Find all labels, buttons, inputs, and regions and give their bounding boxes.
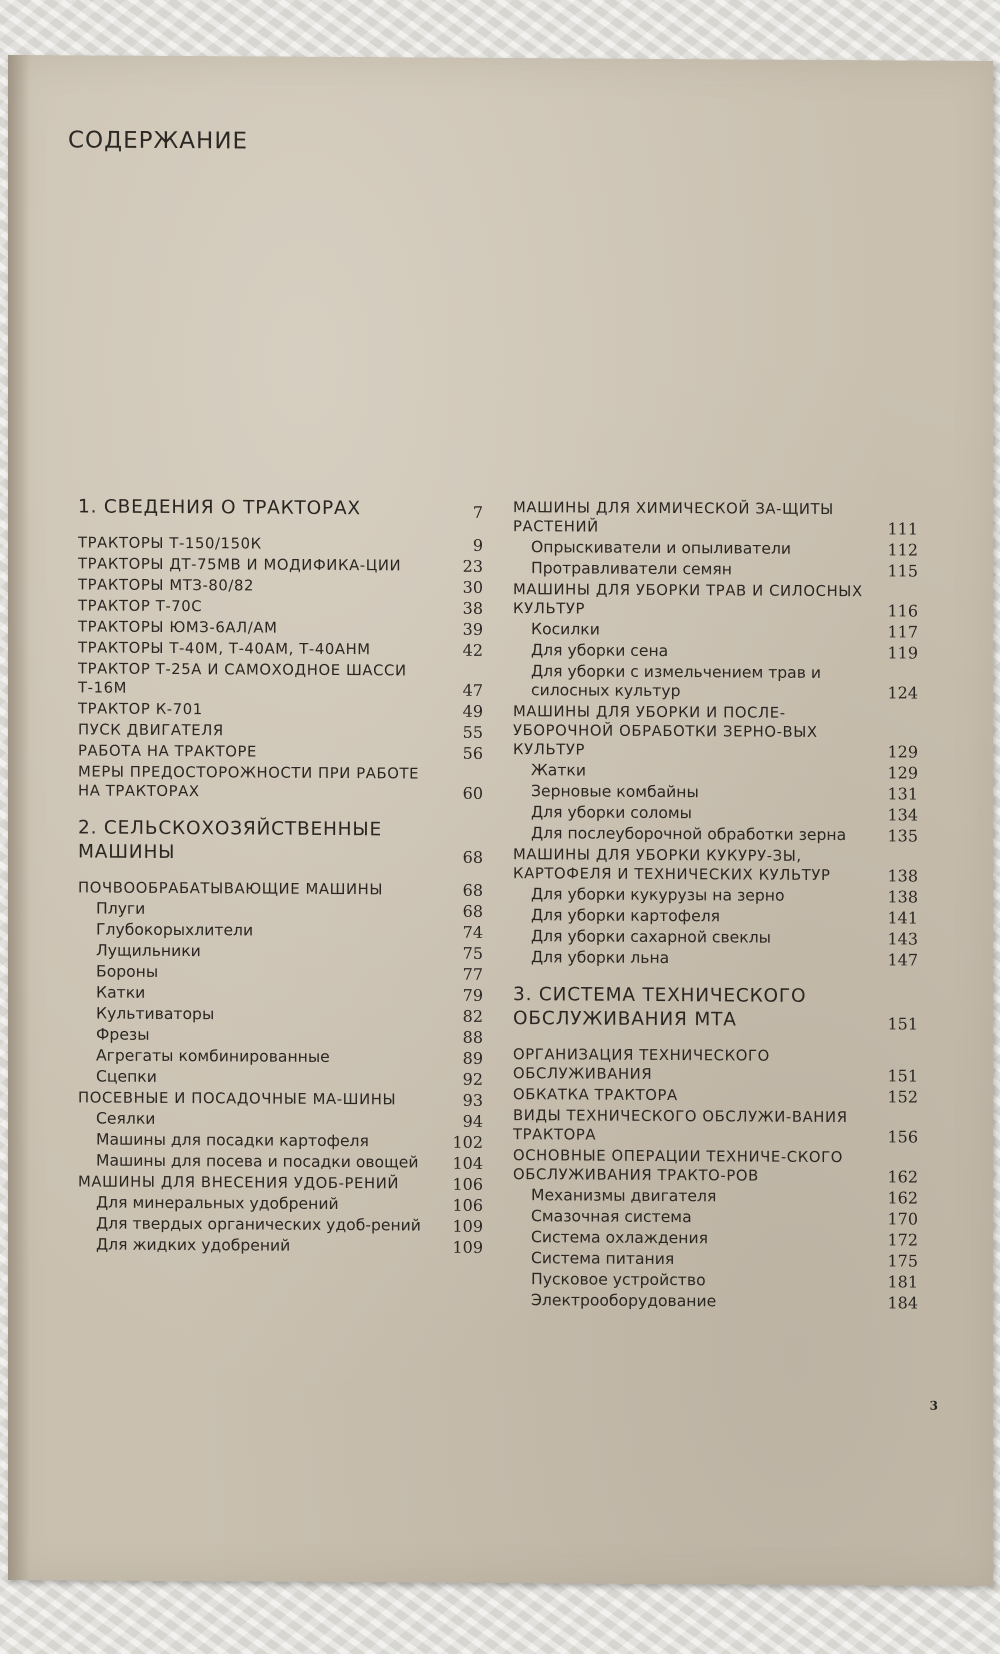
toc-entry-title: Опрыскиватели и опыливатели [531,538,792,558]
toc-entry-page: 152 [887,1087,918,1107]
toc-entry [513,1270,918,1291]
toc-entry-page: 170 [887,1209,918,1229]
toc-entry [513,1085,918,1106]
toc-entry-title: Для уборки соломы [531,803,692,823]
toc-entry [78,762,483,802]
toc-entry-title: Сцепки [96,1067,157,1086]
toc-entry [513,782,918,803]
toc-entry [513,761,918,782]
toc-entry-title: Сеялки [96,1109,156,1128]
toc-entry [78,596,483,617]
toc-entry-title: МАШИНЫ ДЛЯ УБОРКИ КУКУРУ-ЗЫ, КАРТОФЕЛЯ И ТЕХНИЧЕСКИХ КУЛЬТУР [513,846,831,885]
toc-entry-page: 138 [887,887,918,907]
toc-entry-title: ПОСЕВНЫЕ И ПОСАДОЧНЫЕ МА-ШИНЫ [78,1089,397,1109]
toc-entry-page: 60 [462,783,483,803]
toc-entry-page: 119 [887,643,918,663]
toc-entry [513,498,918,538]
toc-entry-title: Механизмы двигателя [531,1186,717,1206]
toc-entry [513,620,918,641]
toc-entry-page: 147 [887,950,918,970]
page-title: СОДЕРЖАНИЕ [68,127,249,155]
toc-entry [513,538,918,559]
toc-entry-title: ТРАКТОРЫ Т-40М, Т-40АМ, Т-40АНМ [78,639,371,659]
page-number: 3 [929,1398,938,1413]
toc-entry [78,699,483,720]
toc-entry-page: 109 [452,1237,483,1257]
toc-entry-title: ТРАКТОРЫ ЮМЗ-6АЛ/АМ [78,618,278,637]
toc-entry [513,580,918,620]
toc-entry [78,659,483,699]
toc-entry-page: 93 [462,1090,483,1110]
toc-entry [78,1004,483,1025]
toc-entry-page: 109 [452,1216,483,1236]
toc-entry-page: 39 [462,619,483,639]
toc-entry-page: 68 [462,847,483,867]
toc-entry-title: 2. СЕЛЬСКОХОЗЯЙСТВЕННЫЕ МАШИНЫ [78,817,382,864]
toc-entry-title: Зерновые комбайны [531,782,699,802]
toc-entry [513,1207,918,1228]
toc-entry-title: ВИДЫ ТЕХНИЧЕСКОГО ОБСЛУЖИ-ВАНИЯ ТРАКТОРА [513,1107,848,1144]
toc-entry [78,983,483,1004]
toc-entry [513,906,918,927]
toc-entry [513,641,918,662]
toc-entry [78,638,483,659]
toc-entry-title: Для жидких удобрений [96,1235,291,1255]
toc-entry [78,816,483,866]
toc-entry-page: 131 [887,784,918,804]
toc-entry [513,1228,918,1249]
toc-entry-title: МЕРЫ ПРЕДОСТОРОЖНОСТИ ПРИ РАБОТЕ НА ТРАКТОРАХ [78,763,420,801]
toc-entry-page: 134 [887,805,918,825]
toc-entry-title: ТРАКТОРЫ Т-150/150К [78,534,262,553]
toc-entry [513,662,918,702]
toc-entry-page: 79 [462,985,483,1005]
toc-entry-title: РАБОТА НА ТРАКТОРЕ [78,742,258,761]
toc-entry-page: 135 [887,826,918,846]
toc-entry-page: 23 [462,556,483,576]
toc-entry-title: Для уборки льна [531,948,670,968]
toc-entry [78,1067,483,1088]
toc-entry [78,1046,483,1067]
toc-entry [78,899,483,920]
toc-entry-page: 102 [452,1132,483,1152]
toc-entry-page: 129 [887,763,918,783]
toc-entry [78,1130,483,1151]
toc-entry-page: 94 [462,1111,483,1131]
toc-entry-page: 111 [887,519,918,539]
toc-entry [513,1045,918,1085]
toc-entry-title: Пусковое устройство [531,1270,706,1290]
toc-entry [513,1146,918,1186]
toc-entry [513,983,918,1033]
toc-entry-title: Для послеуборочной обработки зерна [531,824,847,845]
toc-entry-page: 55 [462,722,483,742]
toc-entry-page: 7 [472,502,483,522]
toc-entry-page: 77 [462,964,483,984]
toc-entry-title: Машины для посадки картофеля [96,1130,369,1151]
toc-entry-title: Протравливатели семян [531,559,732,579]
toc-entry [513,927,918,948]
toc-entry-page: 141 [887,908,918,928]
toc-entry-page: 56 [462,743,483,763]
toc-entry [78,1235,483,1256]
toc-entry-page: 106 [452,1174,483,1194]
toc-entry-title: Электрооборудование [531,1291,717,1311]
toc-entry-page: 116 [887,601,918,621]
toc-entry-title: Машины для посева и посадки овощей [96,1151,419,1172]
toc-entry-page: 74 [462,922,483,942]
toc-entry [78,720,483,741]
toc-entry [513,885,918,906]
toc-entry-page: 151 [887,1014,918,1034]
toc-entry-title: Фрезы [96,1025,150,1044]
toc-entry-page: 117 [887,622,918,642]
toc-entry-title: Для уборки сахарной свеклы [531,927,771,947]
toc-entry-title: ТРАКТОР Т-70С [78,597,203,616]
toc-entry-title: Для уборки картофеля [531,906,721,926]
toc-right-column [513,498,918,1314]
toc-entry-title: МАШИНЫ ДЛЯ УБОРКИ И ПОСЛЕ-УБОРОЧНОЙ ОБРАБОТКИ ЗЕРНО-ВЫХ КУЛЬТУР [513,703,818,759]
toc-entry-page: 143 [887,929,918,949]
toc-left-column [78,495,483,1258]
toc-entry-page: 162 [887,1188,918,1208]
toc-entry-page: 115 [887,561,918,581]
toc-entry-page: 68 [462,880,483,900]
toc-entry [513,845,918,885]
toc-entry-page: 172 [887,1230,918,1250]
toc-entry-page: 89 [462,1048,483,1068]
toc-entry-page: 49 [462,701,483,721]
toc-entry-title: ОБКАТКА ТРАКТОРА [513,1086,678,1105]
toc-entry-page: 151 [887,1066,918,1086]
toc-entry [513,824,918,845]
toc-entry-title: 1. СВЕДЕНИЯ О ТРАКТОРАХ [78,496,361,520]
toc-entry-title: Культиваторы [96,1004,215,1024]
toc-entry-title: Косилки [531,620,600,639]
toc-entry [513,1106,918,1146]
toc-entry-title: Жатки [531,761,586,780]
toc-entry-title: Глубокорыхлители [96,920,254,940]
toc-entry-page: 47 [462,680,483,700]
toc-entry-page: 181 [887,1272,918,1292]
toc-entry-title: Плуги [96,899,146,918]
toc-entry-title: ОСНОВНЫЕ ОПЕРАЦИИ ТЕХНИЧЕ-СКОГО ОБСЛУЖИВАНИЯ ТРАКТО-РОВ [513,1147,843,1185]
toc-entry-title: Система питания [531,1249,675,1269]
toc-entry-page: 30 [462,577,483,597]
toc-entry-page: 112 [887,540,918,560]
toc-entry-page: 162 [887,1167,918,1187]
toc-entry [513,559,918,580]
toc-entry [78,941,483,962]
toc-entry-page: 92 [462,1069,483,1089]
toc-entry-title: ТРАКТОРЫ МТЗ-80/82 [78,576,255,595]
toc-entry-title: Бороны [96,962,159,981]
toc-entry-title: Для минеральных удобрений [96,1193,339,1214]
toc-entry [513,1249,918,1270]
toc-entry [513,1291,918,1312]
toc-entry [78,920,483,941]
toc-entry-page: 175 [887,1251,918,1271]
toc-entry-title: ТРАКТОР Т-25А И САМОХОДНОЕ ШАССИ Т-16М [78,660,407,697]
toc-entry [78,1109,483,1130]
toc-entry [78,1088,483,1109]
toc-entry-title: 3. СИСТЕМА ТЕХНИЧЕСКОГО ОБСЛУЖИВАНИЯ МТА [513,984,807,1031]
toc-entry-title: ПУСК ДВИГАТЕЛЯ [78,721,224,740]
toc-entry-page: 156 [887,1127,918,1147]
toc-entry-title: ТРАКТОРЫ ДТ-75МВ И МОДИФИКА-ЦИИ [78,555,402,575]
toc-entry [513,803,918,824]
toc-entry-title: Для уборки кукурузы на зерно [531,885,785,905]
toc-entry [78,554,483,575]
toc-entry [78,741,483,762]
toc-entry-title: Для уборки сена [531,641,669,661]
toc-entry-page: 42 [462,640,483,660]
toc-entry-page: 138 [887,866,918,886]
toc-entry-title: Смазочная система [531,1207,692,1227]
toc-entry-title: МАШИНЫ ДЛЯ УБОРКИ ТРАВ И СИЛОСНЫХ КУЛЬТУР [513,581,863,618]
toc-entry-page: 68 [462,901,483,921]
toc-entry [78,1172,483,1193]
toc-entry-page: 124 [887,683,918,703]
book-page [8,55,993,1586]
toc-entry [78,533,483,554]
toc-entry-page: 38 [462,598,483,618]
toc-entry-page: 88 [462,1027,483,1047]
toc-entry [78,1193,483,1214]
toc-entry-title: ТРАКТОР К-701 [78,700,203,719]
toc-entry-page: 75 [462,943,483,963]
toc-entry [78,962,483,983]
toc-entry-title: ОРГАНИЗАЦИЯ ТЕХНИЧЕСКОГО ОБСЛУЖИВАНИЯ [513,1046,770,1083]
toc-entry [78,495,483,521]
toc-entry [513,702,918,761]
toc-entry-title: Агрегаты комбинированные [96,1046,330,1066]
toc-entry-title: Для уборки с измельчением трав и силосных культур [531,662,822,701]
toc-entry-page: 184 [887,1293,918,1313]
toc-entry-page: 106 [452,1195,483,1215]
toc-entry [78,617,483,638]
toc-entry-page: 129 [887,742,918,762]
toc-entry-page: 9 [472,535,483,555]
toc-entry-title: Система охлаждения [531,1228,708,1248]
toc-entry [78,1025,483,1046]
toc-entry-page: 82 [462,1006,483,1026]
toc-entry [78,575,483,596]
toc-entry-title: Катки [96,983,146,1002]
toc-entry [513,1186,918,1207]
toc-entry [78,878,483,899]
toc-entry-title: Для твердых органических удоб-рений [96,1214,421,1235]
toc-entry-title: Лущильники [96,941,201,961]
toc-entry-title: ПОЧВООБРАБАТЫВАЮЩИЕ МАШИНЫ [78,879,384,899]
toc-entry-title: МАШИНЫ ДЛЯ ВНЕСЕНИЯ УДОБ-РЕНИЙ [78,1173,400,1193]
toc-entry-page: 104 [452,1153,483,1173]
toc-entry [513,948,918,969]
toc-entry [78,1214,483,1235]
toc-entry-title: МАШИНЫ ДЛЯ ХИМИЧЕСКОЙ ЗА-ЩИТЫ РАСТЕНИЙ [513,499,834,536]
toc-entry [78,1151,483,1172]
